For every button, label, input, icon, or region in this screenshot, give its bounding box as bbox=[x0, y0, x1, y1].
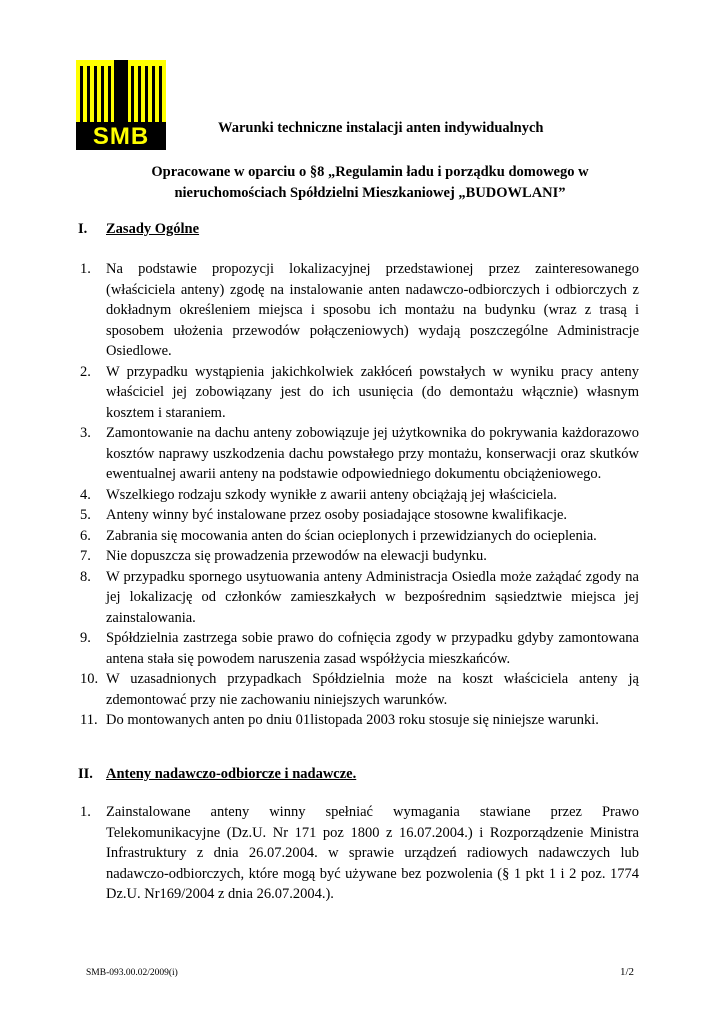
item-text: W przypadku wystąpienia jakichkolwiek zakłóceń powstałych w wyniku pracy anteny właściciel jej zobowiązany jest do ich usunięcia (do demontażu włącznie) własnym kosztem i staraniem. bbox=[106, 363, 639, 421]
list-item bbox=[0, 710, 639, 731]
list-item bbox=[0, 423, 639, 485]
section-1-number: I. bbox=[78, 221, 88, 237]
item-number: 2. bbox=[80, 363, 91, 380]
list-item bbox=[0, 485, 639, 506]
list-item bbox=[0, 669, 639, 710]
footer-doc-code: SMB-093.00.02/2009(i) bbox=[86, 968, 178, 978]
list-item bbox=[0, 362, 639, 424]
item-text: W przypadku spornego usytuowania anteny Administracja Osiedla może zażądać zgody na jej lokalizację od członków zamieszkałych w bezpośrednim sąsiedztwie miejsca jej zainstalowania. bbox=[106, 568, 639, 626]
document-title: Warunki techniczne instalacji anten indywidualnych bbox=[218, 120, 544, 136]
item-number: 5. bbox=[80, 507, 91, 523]
list-item bbox=[0, 567, 639, 629]
item-number: 7. bbox=[80, 548, 91, 564]
list-item bbox=[0, 505, 639, 526]
item-text: Anteny winny być instalowane przez osoby posiadające stosowne kwalifikacje. bbox=[106, 507, 568, 523]
item-number: 6. bbox=[80, 527, 91, 544]
item-number: 10. bbox=[80, 671, 99, 687]
section-1-list bbox=[0, 259, 639, 731]
list-item bbox=[0, 546, 639, 567]
item-text: Zabrania się mocowania anten do ścian ocieplonych i przewidzianych do ocieplenia. bbox=[106, 527, 597, 544]
item-number: 9. bbox=[80, 630, 91, 646]
list-item bbox=[0, 259, 639, 362]
item-number: 11. bbox=[80, 712, 98, 728]
list-item bbox=[0, 628, 639, 669]
item-text: Na podstawie propozycji lokalizacyjnej przedstawionej przez zainteresowanego (właściciela anteny) zgodę na instalowanie anten nadawczo-odbiorczych i odbiorczych z dokładnym określeniem miejsca i sposobu ich montażu na budynku (wraz z trasą i sposobem ułożenia przewodów połączeniowych) wydają poszczególne Administracje Osiedlowe. bbox=[106, 261, 639, 359]
item-text: W uzasadnionych przypadkach Spółdzielnia może na koszt właściciela anteny ją zdemontować przy nie zachowaniu niniejszych warunków. bbox=[106, 671, 639, 708]
svg-text:SMB: SMB bbox=[92, 123, 150, 150]
item-text: Zamontowanie na dachu anteny zobowiązuje jej użytkownika do pokrywania każdorazowo kosztów naprawy uszkodzenia dachu powstałego przy montażu, konserwacji oraz skutków ewentualnej awarii anteny na podstawie odpowiedniego dokumentu obciążeniowego. bbox=[106, 425, 639, 482]
item-text: Zainstalowane anteny winny spełniać wymagania stawiane przez Prawo Telekomunikacyjne (Dz.U. Nr 171 poz 1800 z 16.07.2004.) i Rozporządzenie Ministra Infrastruktury z dnia 26.07.2004. w sprawie urządzeń radiowych nadawczych lub nadawczo-odbiorczych, które mogą być używane bez pozwolenia (§ 1 pkt 1 i 2 poz. 1774 Dz.U. Nr169/2004 z dnia 26.07.2004.). bbox=[106, 804, 639, 902]
section-1-title: Zasady Ogólne bbox=[106, 221, 200, 237]
item-text: Spółdzielnia zastrzega sobie prawo do cofnięcia zgody w przypadku gdyby zamontowana antena stała się powodem naruszenia zasad współżycia mieszkańców. bbox=[106, 630, 639, 667]
section-2-number: II. bbox=[78, 766, 93, 782]
item-text: Wszelkiego rodzaju szkody wynikłe z awarii anteny obciążają jej właściciela. bbox=[106, 486, 557, 503]
item-number: 4. bbox=[80, 486, 91, 503]
item-number: 1. bbox=[80, 261, 91, 277]
section-2-title: Anteny nadawczo-odbiorcze i nadawcze. bbox=[106, 766, 357, 782]
subtitle-line-1: Opracowane w oparciu o §8 „Regulamin ładu i porządku domowego w bbox=[151, 164, 589, 180]
list-item bbox=[0, 526, 639, 547]
item-number: 1. bbox=[80, 804, 91, 820]
item-text: Do montowanych anten po dniu 01listopada 2003 roku stosuje się niniejsze warunki. bbox=[106, 712, 599, 728]
item-number: 8. bbox=[80, 568, 91, 585]
subtitle-line-2: nieruchomościach Spółdzielni Mieszkaniowej „BUDOWLANI” bbox=[174, 185, 566, 201]
footer-page-number: 1/2 bbox=[620, 966, 635, 978]
item-number: 3. bbox=[80, 425, 91, 441]
list-item bbox=[0, 802, 639, 905]
item-text: Nie dopuszcza się prowadzenia przewodów na elewacji budynku. bbox=[106, 548, 487, 564]
document-subtitle bbox=[90, 162, 650, 204]
smb-logo bbox=[76, 60, 166, 150]
section-2-list bbox=[0, 802, 639, 905]
